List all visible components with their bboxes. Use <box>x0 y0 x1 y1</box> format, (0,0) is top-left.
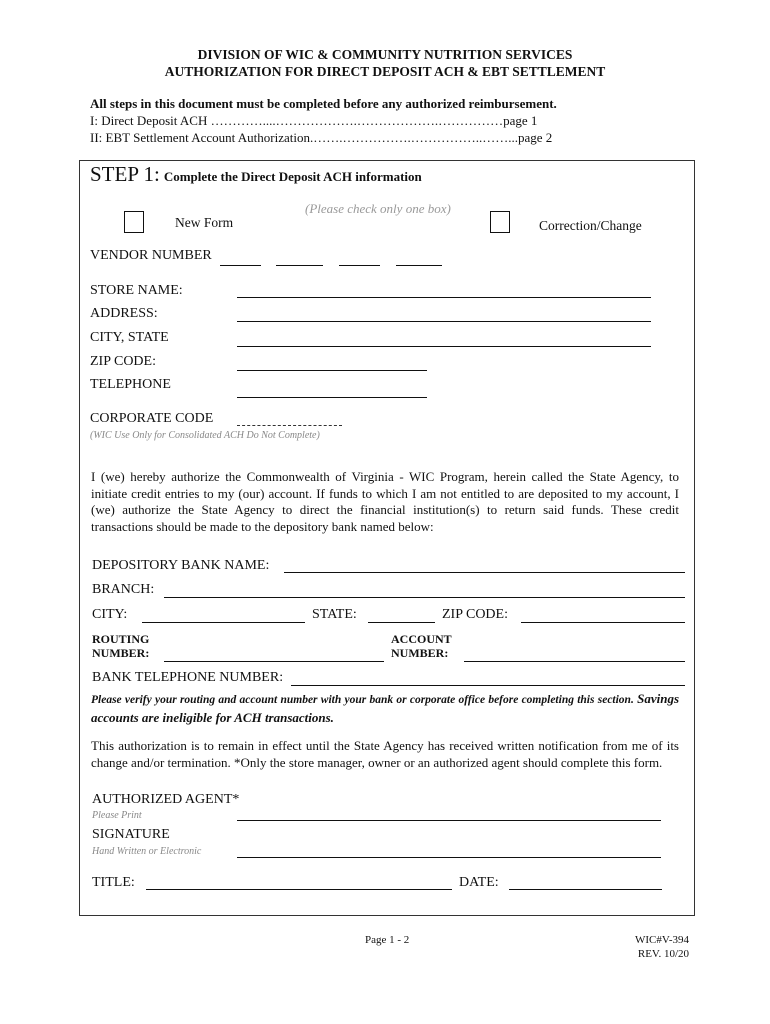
authorized-agent-field[interactable] <box>237 820 661 821</box>
store-name-field[interactable] <box>237 297 651 298</box>
title-label: TITLE: <box>92 875 135 890</box>
check-instruction: (Please check only one box) <box>305 201 451 216</box>
account-label-line1: ACCOUNT <box>391 632 452 646</box>
authorization-paragraph: I (we) hereby authorize the Commonwealth of Virginia - WIC Program, herein called the State Agency, to initiate credit entries to my (our) account. If funds to which I am not entitled to are deposited to my account, I (we) authorize the State Agency to direct the financial institution(s) to return said funds. These credit transactions should be made to the depository bank named below: <box>91 469 679 534</box>
routing-label-line1: ROUTING <box>92 632 150 646</box>
address-field[interactable] <box>237 321 651 322</box>
account-number-label <box>391 632 452 660</box>
page-number: Page 1 - 2 <box>365 934 410 946</box>
account-number-field[interactable] <box>464 661 685 662</box>
effect-paragraph: This authorization is to remain in effect until the State Agency has received written notification from me of its change and/or termination. *Only the store manager, owner or an authorized agent should complete this form. <box>91 738 679 770</box>
branch-label: BRANCH: <box>92 582 155 597</box>
corporate-code-label: CORPORATE CODE <box>90 411 214 426</box>
account-label-line2: NUMBER: <box>391 646 449 660</box>
vendor-number-field-3[interactable] <box>339 265 380 266</box>
address-label: ADDRESS: <box>90 306 158 321</box>
bank-telephone-label: BANK TELEPHONE NUMBER: <box>92 670 284 685</box>
corporate-code-note: (WIC Use Only for Consolidated ACH Do Not Complete) <box>90 430 320 441</box>
telephone-field[interactable] <box>237 397 427 398</box>
correction-change-checkbox[interactable] <box>490 211 510 233</box>
vendor-number-field-1[interactable] <box>220 265 261 266</box>
city-state-label: CITY, STATE <box>90 330 169 345</box>
date-field[interactable] <box>509 889 662 890</box>
vendor-number-field-4[interactable] <box>396 265 442 266</box>
verify-note-text: Please verify your routing and account number with your bank or corporate office before completing this section. <box>91 694 634 706</box>
new-form-checkbox[interactable] <box>124 211 144 233</box>
new-form-label: New Form <box>175 215 234 230</box>
corporate-code-field[interactable] <box>237 425 342 426</box>
signature-note: Hand Written or Electronic <box>92 846 202 857</box>
instructions-text: All steps in this document must be completed before any authorized reimbursement. <box>90 96 557 111</box>
toc-item-1: I: Direct Deposit ACH …………....……………….……………….……………page 1 <box>90 113 538 128</box>
bank-telephone-field[interactable] <box>291 685 685 686</box>
step1-title: Complete the Direct Deposit ACH information <box>163 169 422 184</box>
bank-state-field[interactable] <box>368 622 435 623</box>
form-id: WIC#V-394 <box>635 934 689 946</box>
step1-heading <box>90 162 422 187</box>
toc-item-2: II: EBT Settlement Account Authorization.…….…………….……………..……...page 2 <box>90 130 553 145</box>
telephone-label: TELEPHONE <box>90 377 171 392</box>
authorized-agent-label: AUTHORIZED AGENT* <box>92 792 240 807</box>
store-name-label: STORE NAME: <box>90 283 183 298</box>
signature-field[interactable] <box>237 857 661 858</box>
date-label: DATE: <box>459 875 499 890</box>
branch-field[interactable] <box>164 597 685 598</box>
document-title-line2: AUTHORIZATION FOR DIRECT DEPOSIT ACH & EBT SETTLEMENT <box>164 64 606 79</box>
routing-label-line2: NUMBER: <box>92 646 150 660</box>
step1-label: STEP 1: <box>90 162 160 186</box>
savings-ineligible-note: Savings accounts are ineligible for ACH transactions. <box>91 691 680 725</box>
routing-number-label <box>92 632 149 660</box>
bank-name-label: DEPOSITORY BANK NAME: <box>92 558 270 573</box>
bank-zip-label: ZIP CODE: <box>442 607 508 622</box>
zip-code-label: ZIP CODE: <box>90 354 156 369</box>
signature-label: SIGNATURE <box>92 827 170 842</box>
vendor-number-field-2[interactable] <box>276 265 323 266</box>
routing-number-field[interactable] <box>164 661 384 662</box>
verify-note <box>91 690 679 728</box>
bank-name-field[interactable] <box>284 572 685 573</box>
zip-code-field[interactable] <box>237 370 427 371</box>
bank-city-field[interactable] <box>142 622 305 623</box>
form-revision: REV. 10/20 <box>637 948 689 960</box>
city-state-field[interactable] <box>237 346 651 347</box>
bank-state-label: STATE: <box>312 607 357 622</box>
bank-zip-field[interactable] <box>521 622 685 623</box>
title-field[interactable] <box>146 889 452 890</box>
agent-print-note: Please Print <box>92 810 142 821</box>
document-title-line1: DIVISION OF WIC & COMMUNITY NUTRITION SERVICES <box>197 47 573 62</box>
vendor-number-label: VENDOR NUMBER <box>90 248 212 263</box>
bank-city-label: CITY: <box>92 607 128 622</box>
correction-change-label: Correction/Change <box>539 218 642 233</box>
